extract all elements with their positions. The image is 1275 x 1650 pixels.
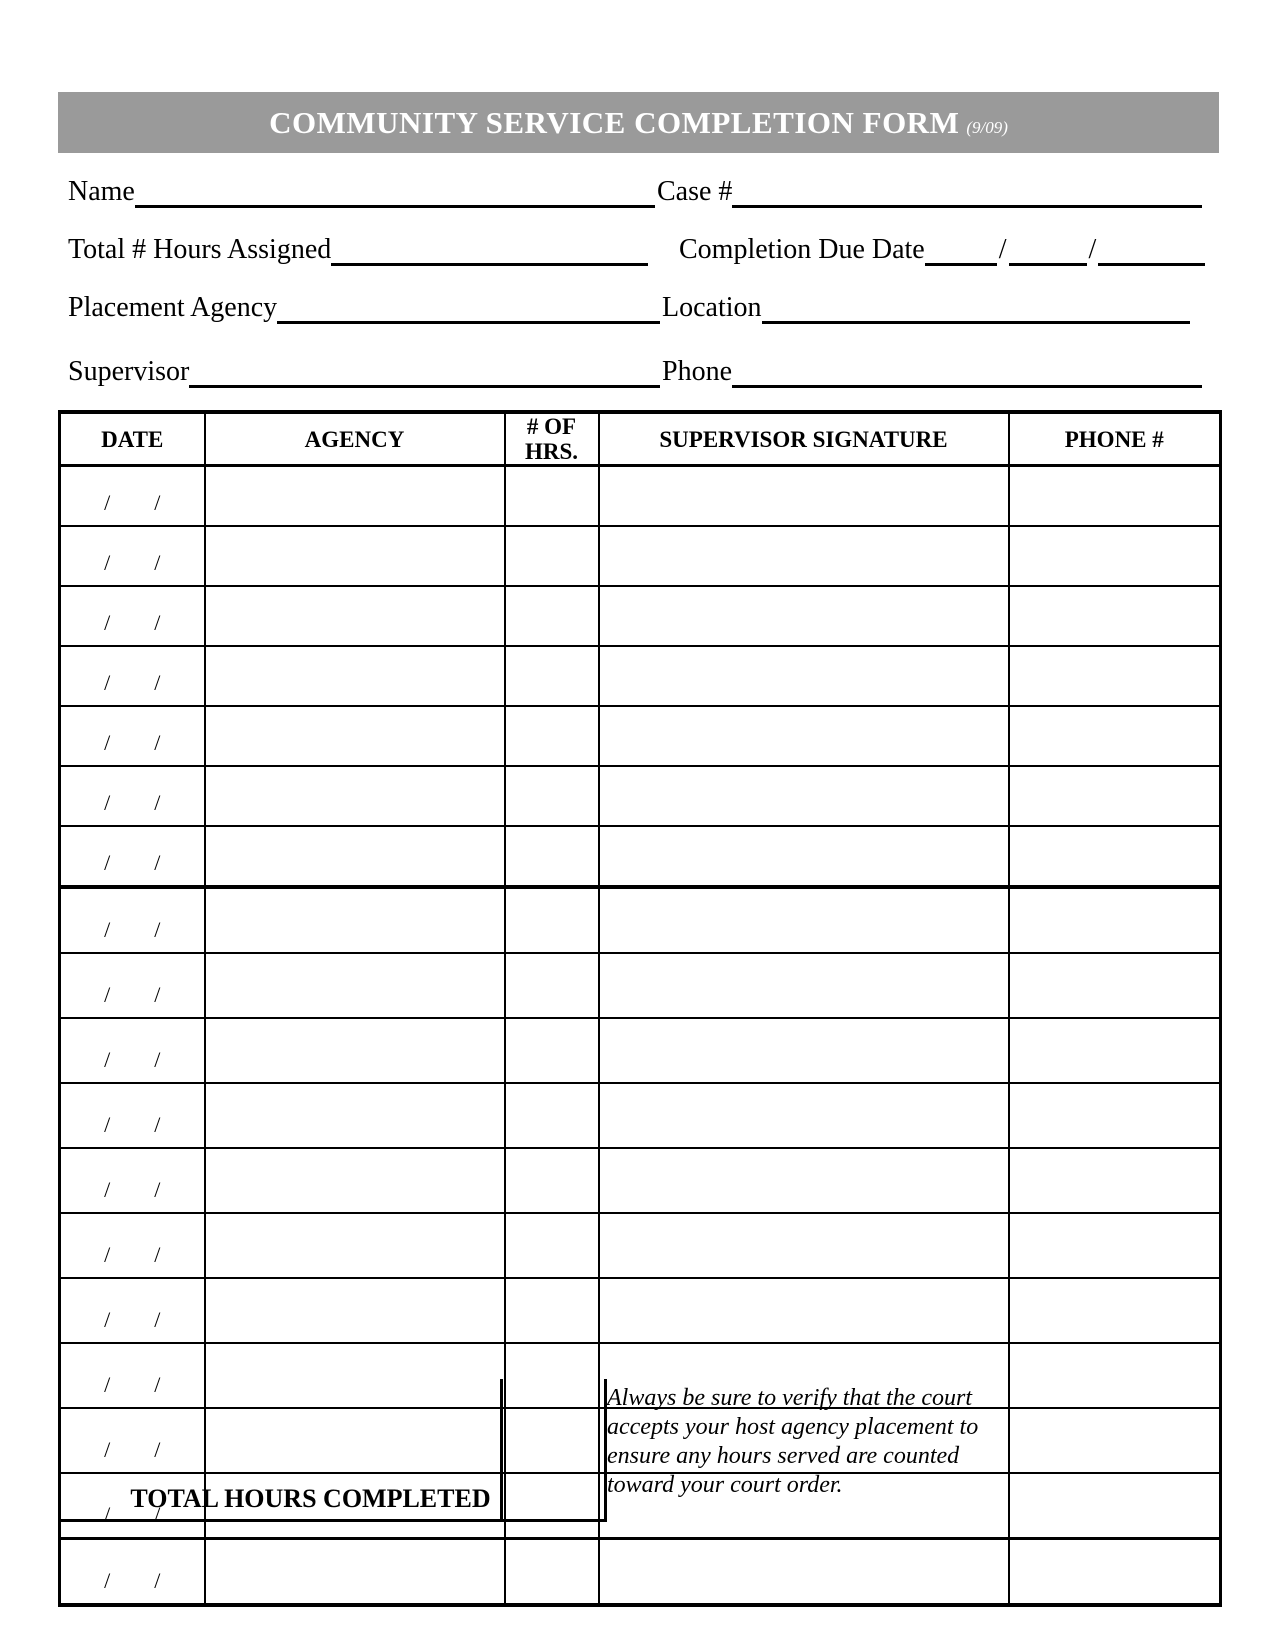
hours-assigned-blank-line: [331, 260, 648, 266]
due-date-year-blank-line: [1098, 260, 1205, 266]
phone-cell: [1009, 1278, 1221, 1343]
signature-cell: [599, 526, 1009, 586]
date-cell: / /: [60, 766, 205, 826]
table-header-row: [60, 412, 1221, 466]
table-row: [60, 586, 1221, 646]
agency-cell: [205, 586, 505, 646]
table-row: [60, 526, 1221, 586]
supervisor-label: Supervisor: [68, 356, 190, 387]
date-cell: / /: [60, 466, 205, 527]
phone-cell: [1009, 586, 1221, 646]
placement-agency-label: Placement Agency: [68, 292, 278, 323]
agency-cell: [205, 646, 505, 706]
hours-cell: [505, 1018, 599, 1083]
agency-cell: [205, 953, 505, 1018]
agency-cell: [205, 1539, 505, 1606]
table-row: [60, 1213, 1221, 1278]
table-row: [60, 953, 1221, 1018]
date-cell: / /: [60, 586, 205, 646]
hours-cell: [505, 1539, 599, 1606]
supervisor-blank-line: [189, 382, 660, 388]
phone-field-row: [662, 346, 1202, 388]
date-cell: / /: [60, 526, 205, 586]
total-hours-value-cell: [503, 1379, 604, 1519]
location-label: Location: [662, 292, 762, 323]
date-slash: /: [998, 234, 1007, 265]
signature-cell: [599, 1083, 1009, 1148]
date-cell: / /: [60, 646, 205, 706]
signature-cell: [599, 1539, 1009, 1606]
phone-cell: [1009, 766, 1221, 826]
signature-cell: [599, 1148, 1009, 1213]
date-cell: / /: [60, 1473, 205, 1539]
phone-cell: [1009, 1539, 1221, 1606]
case-number-field-row: [657, 166, 1202, 208]
header-supervisor-signature: SUPERVISOR SIGNATURE: [599, 412, 1009, 466]
phone-cell: [1009, 706, 1221, 766]
hours-cell: [505, 887, 599, 953]
agency-cell: [205, 1213, 505, 1278]
note-line: accepts your host agency placement to: [607, 1414, 979, 1440]
signature-cell: [599, 1278, 1009, 1343]
hours-assigned-field-row: [68, 224, 648, 266]
date-slash: /: [1088, 234, 1097, 265]
phone-cell: [1009, 1343, 1221, 1408]
date-cell: / /: [60, 706, 205, 766]
agency-cell: [205, 1148, 505, 1213]
due-date-field-row: [679, 224, 1205, 266]
due-date-day-blank-line: [1009, 260, 1087, 266]
agency-cell: [205, 826, 505, 887]
table-row: [60, 706, 1221, 766]
hours-cell: [505, 466, 599, 527]
signature-cell: [599, 953, 1009, 1018]
agency-cell: [205, 766, 505, 826]
hours-cell: [505, 1148, 599, 1213]
table-row: [60, 1278, 1221, 1343]
signature-cell: [599, 1213, 1009, 1278]
hours-cell: [505, 586, 599, 646]
date-cell: / /: [60, 1278, 205, 1343]
due-date-month-blank-line: [925, 260, 997, 266]
date-cell: / /: [60, 1213, 205, 1278]
form-version-tag: (9/09): [966, 118, 1008, 137]
phone-cell: [1009, 887, 1221, 953]
phone-cell: [1009, 1473, 1221, 1539]
header-phone-number: PHONE #: [1009, 412, 1221, 466]
table-row: [60, 766, 1221, 826]
note-line: toward your court order.: [607, 1472, 843, 1498]
signature-cell: [599, 826, 1009, 887]
title-bar: [58, 92, 1219, 153]
agency-cell: [205, 706, 505, 766]
hours-cell: [505, 826, 599, 887]
date-cell: / /: [60, 1408, 205, 1473]
note-line: Always be sure to verify that the court: [607, 1385, 973, 1411]
phone-cell: [1009, 1083, 1221, 1148]
phone-cell: [1009, 646, 1221, 706]
agency-cell: [205, 1083, 505, 1148]
total-hours-label: TOTAL HOURS COMPLETED: [61, 1379, 503, 1519]
case-number-label: Case #: [657, 176, 733, 207]
location-field-row: [662, 282, 1190, 324]
location-blank-line: [762, 318, 1190, 324]
hours-cell: [505, 1278, 599, 1343]
table-row: [60, 887, 1221, 953]
hours-cell: [505, 706, 599, 766]
date-cell: / /: [60, 1148, 205, 1213]
note-line: ensure any hours served are counted: [607, 1443, 960, 1469]
placement-agency-field-row: [68, 282, 660, 324]
signature-cell: [599, 766, 1009, 826]
date-cell: / /: [60, 826, 205, 887]
date-cell: / /: [60, 1018, 205, 1083]
signature-cell: [599, 887, 1009, 953]
agency-cell: [205, 1278, 505, 1343]
signature-cell: [599, 1018, 1009, 1083]
phone-cell: [1009, 1213, 1221, 1278]
hours-cell: [505, 766, 599, 826]
phone-cell: [1009, 466, 1221, 527]
hours-assigned-label: Total # Hours Assigned: [68, 234, 332, 265]
phone-cell: [1009, 953, 1221, 1018]
total-hours-box: [58, 1379, 607, 1522]
name-label: Name: [68, 176, 135, 207]
agency-cell: [205, 887, 505, 953]
agency-cell: [205, 1018, 505, 1083]
header-date: DATE: [60, 412, 205, 466]
phone-blank-line: [732, 382, 1202, 388]
hours-cell: [505, 526, 599, 586]
date-cell: / /: [60, 1083, 205, 1148]
supervisor-field-row: [68, 346, 660, 388]
signature-cell: [599, 586, 1009, 646]
agency-cell: [205, 466, 505, 527]
table-row: [60, 646, 1221, 706]
page-title: COMMUNITY SERVICE COMPLETION FORM: [269, 105, 960, 140]
name-blank-line: [135, 202, 655, 208]
phone-cell: [1009, 526, 1221, 586]
hours-cell: [505, 953, 599, 1018]
placement-agency-blank-line: [277, 318, 660, 324]
due-date-label: Completion Due Date: [679, 234, 925, 265]
table-row: [60, 1539, 1221, 1606]
hours-cell: [505, 646, 599, 706]
signature-cell: [599, 646, 1009, 706]
phone-cell: [1009, 1018, 1221, 1083]
table-row: [60, 826, 1221, 887]
agency-cell: [205, 526, 505, 586]
phone-cell: [1009, 1408, 1221, 1473]
phone-cell: [1009, 826, 1221, 887]
signature-cell: [599, 466, 1009, 527]
table-row: [60, 466, 1221, 527]
case-number-blank-line: [732, 202, 1202, 208]
phone-label: Phone: [662, 356, 732, 387]
hours-cell: [505, 1083, 599, 1148]
table-row: [60, 1018, 1221, 1083]
table-row: [60, 1083, 1221, 1148]
header-agency: AGENCY: [205, 412, 505, 466]
hours-cell: [505, 1213, 599, 1278]
phone-cell: [1009, 1148, 1221, 1213]
name-field-row: [68, 166, 655, 208]
table-row: [60, 1148, 1221, 1213]
signature-cell: [599, 706, 1009, 766]
date-cell: / /: [60, 1539, 205, 1606]
verification-note: [607, 1384, 1037, 1500]
date-cell: / /: [60, 1343, 205, 1408]
header-num-hours: # OF HRS.: [505, 412, 599, 466]
date-cell: / /: [60, 887, 205, 953]
date-cell: / /: [60, 953, 205, 1018]
